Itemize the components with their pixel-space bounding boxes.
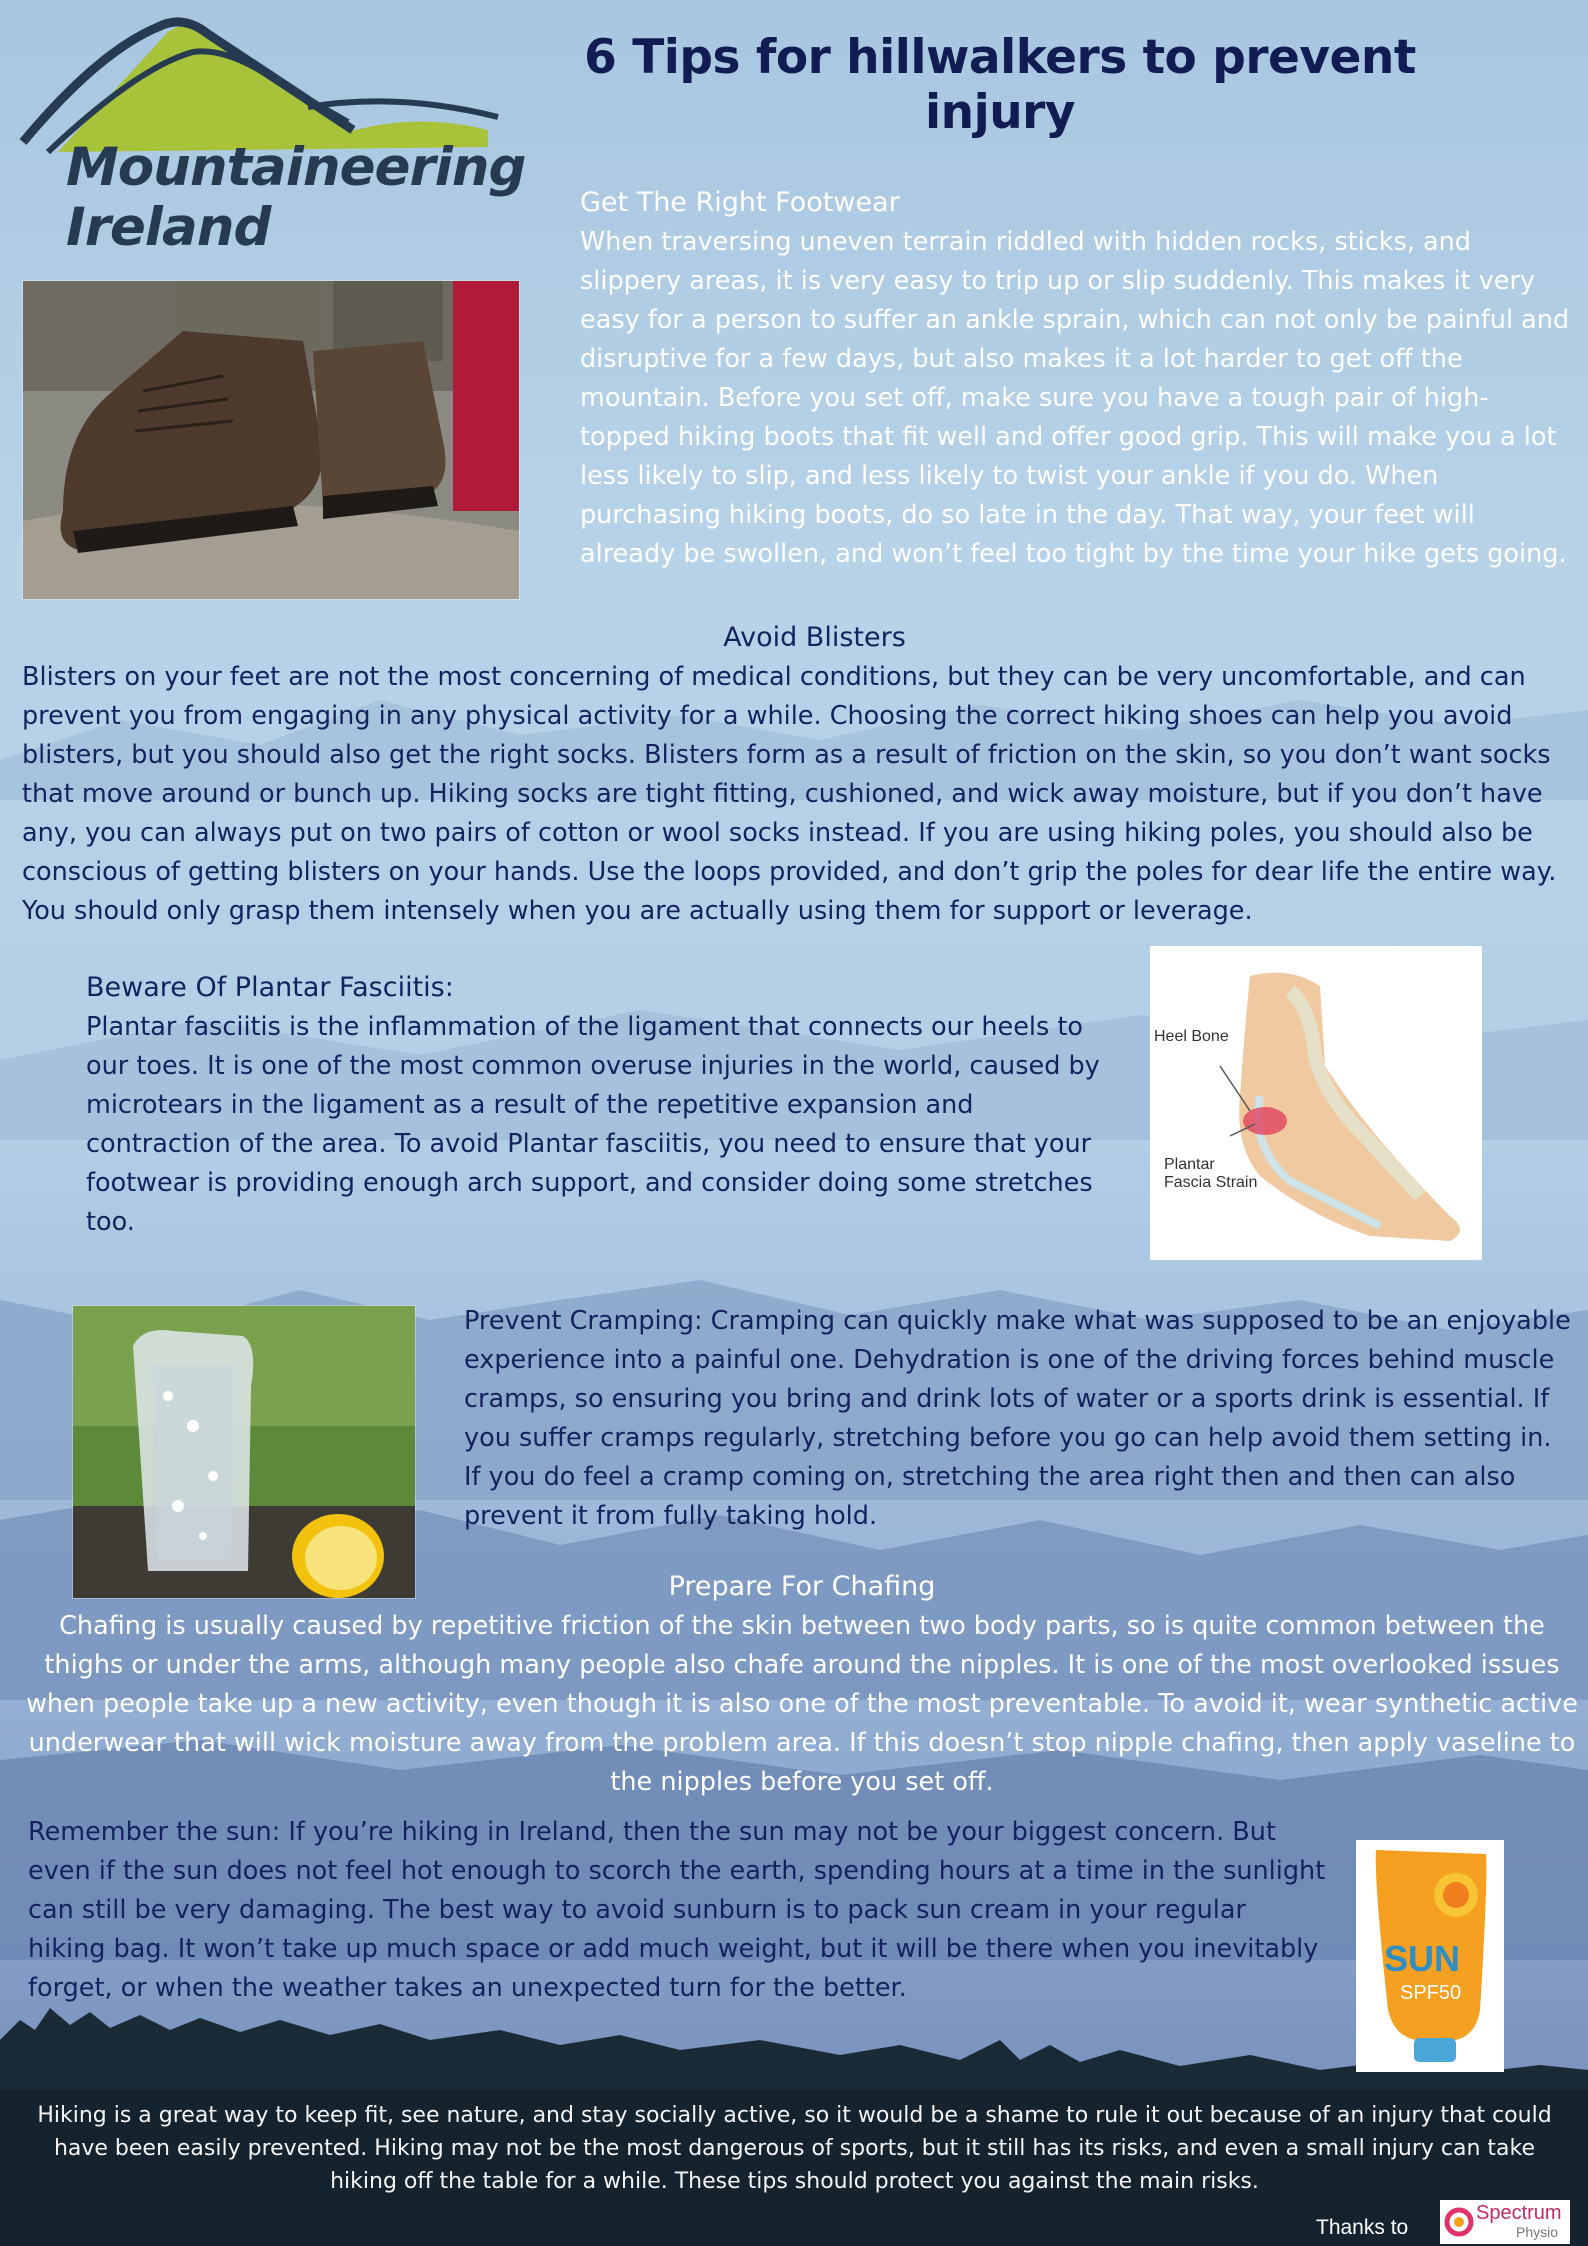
plantar-label-line2: Fascia Strain — [1164, 1174, 1258, 1191]
hiking-boots-image — [23, 281, 519, 599]
section-sun — [28, 1813, 1328, 2008]
plantar-body: Plantar fasciitis is the inflammation of the ligament that connects our heels to our toes. It is one of the most common overuse injuries in the world, caused by microtears in the ligament as a result of the repetitive expansion and contraction of the area. To avoid Plantar fasciitis, you need to ensure that your footwear is providing enough arch support, and consider doing some stretches too. — [86, 1012, 1100, 1237]
chafing-body: Chafing is usually caused by repetitive friction of the skin between two body parts, so is quite common between the thighs or under the arms, although many people also chafe around the nipples. It is one of the most overlooked issues when people take up a new activity, even though it is also one of the most preventable. To avoid it, wear synthetic active underwear that will wick moisture away from the problem area. If this doesn’t stop nipple chafing, then apply vaseline to the nipples before you set off. — [26, 1611, 1578, 1797]
plantar-fasciitis-diagram — [1150, 946, 1482, 1260]
chafing-heading: Prepare For Chafing — [668, 1571, 936, 1602]
cramping-body: Prevent Cramping: Cramping can quickly make what was supposed to be an enjoyable experience into a painful one. Dehydration is one of the driving forces behind muscle cramps, so ensuring you bring and drink lots of water or a sports drink is essential. If you suffer cramps regularly, stretching before you go can help avoid them setting in. If you do feel a cramp coming on, stretching the area right then and then can also prevent it from fully taking hold. — [464, 1306, 1571, 1531]
sponsor-name: Spectrum — [1476, 2202, 1562, 2224]
section-blisters — [22, 618, 1567, 931]
water-and-lemon-photo — [72, 1305, 416, 1599]
footwear-body: When traversing uneven terrain riddled with hidden rocks, sticks, and slippery areas, it is very easy to trip up or slip suddenly. This makes it very easy for a person to suffer an ankle sprain, which can not only be painful and disruptive for a few days, but also makes it a lot harder to get off the mountain. Before you set off, make sure you have a tough pair of high-topped hiking boots that fit well and offer good grip. This will make you a lot less likely to slip, and less likely to twist your ankle if you do. When purchasing hiking boots, do so late in the day. That way, your feet will already be swollen, and won’t feel too tight by the time your hike gets going. — [580, 227, 1570, 569]
spectrum-physio-logo[interactable] — [1440, 2200, 1570, 2244]
mountaineering-ireland-logo — [18, 12, 526, 262]
thanks-to-label: Thanks to — [1316, 2216, 1409, 2239]
sun-body: Remember the sun: If you’re hiking in Ireland, then the sun may not be your biggest concern. But even if the sun does not feel hot enough to scorch the earth, spending hours at a time in the sunlight can still be very damaging. The best way to avoid sunburn is to pack sun cream in your regular hiking bag. It won’t take up much space or add much weight, but it will be there when you inevitably forget, or when the weather takes an unexpected turn for the better. — [28, 1817, 1326, 2003]
section-cramping — [464, 1302, 1574, 1536]
hiking-boots-photo — [22, 280, 520, 600]
logo-text-line2: Ireland — [66, 197, 271, 258]
plantar-label-line1: Plantar — [1164, 1156, 1215, 1173]
spectrum-swirl-icon — [1444, 2207, 1474, 2237]
plantar-heading: Beware Of Plantar Fasciitis: — [86, 972, 454, 1003]
heel-bone-label: Heel Bone — [1154, 1028, 1229, 1045]
page-title: 6 Tips for hillwalkers to prevent injury — [584, 30, 1416, 140]
foot-bone-illustration — [1150, 946, 1482, 1260]
spf-label: SPF50 — [1400, 1982, 1462, 2004]
footer-summary: Hiking is a great way to keep fit, see nature, and stay socially active, so it would be a shame to rule it out because of an injury that could have been easily prevented. Hiking may not be the most dangerous of sports, but it still has its risks, and even a small injury can take hiking off the table for a while. These tips should protect you against the main risks. — [37, 2103, 1552, 2194]
logo-text-line1: Mountaineering — [66, 137, 526, 198]
sun-cream-image — [1356, 1840, 1504, 2072]
footwear-heading: Get The Right Footwear — [580, 187, 900, 218]
sponsor-sub: Physio — [1516, 2224, 1559, 2240]
blisters-heading: Avoid Blisters — [723, 622, 906, 653]
blisters-body: Blisters on your feet are not the most concerning of medical conditions, but they can be very uncomfortable, and can prevent you from engaging in any physical activity for a while. Choosing the correct hiking shoes can help you avoid blisters, but you should also get the right socks. Blisters form as a result of friction on the skin, so you don’t want socks that move around or bunch up. Hiking socks are tight fitting, cushioned, and wick away moisture, but if you don’t have any, you can always put on two pairs of cotton or wool socks instead. If you are using hiking poles, you should also be conscious of getting blisters on your hands. Use the loops provided, and don’t grip the poles for dear life the entire way. You should only grasp them intensely when you are actually using them for support or leverage. — [22, 662, 1557, 926]
section-footwear — [580, 183, 1570, 574]
water-glass-image — [73, 1306, 415, 1598]
sun-label: SUN — [1384, 1938, 1461, 1979]
section-chafing — [22, 1567, 1582, 1802]
section-plantar-fasciitis — [86, 968, 1106, 1242]
